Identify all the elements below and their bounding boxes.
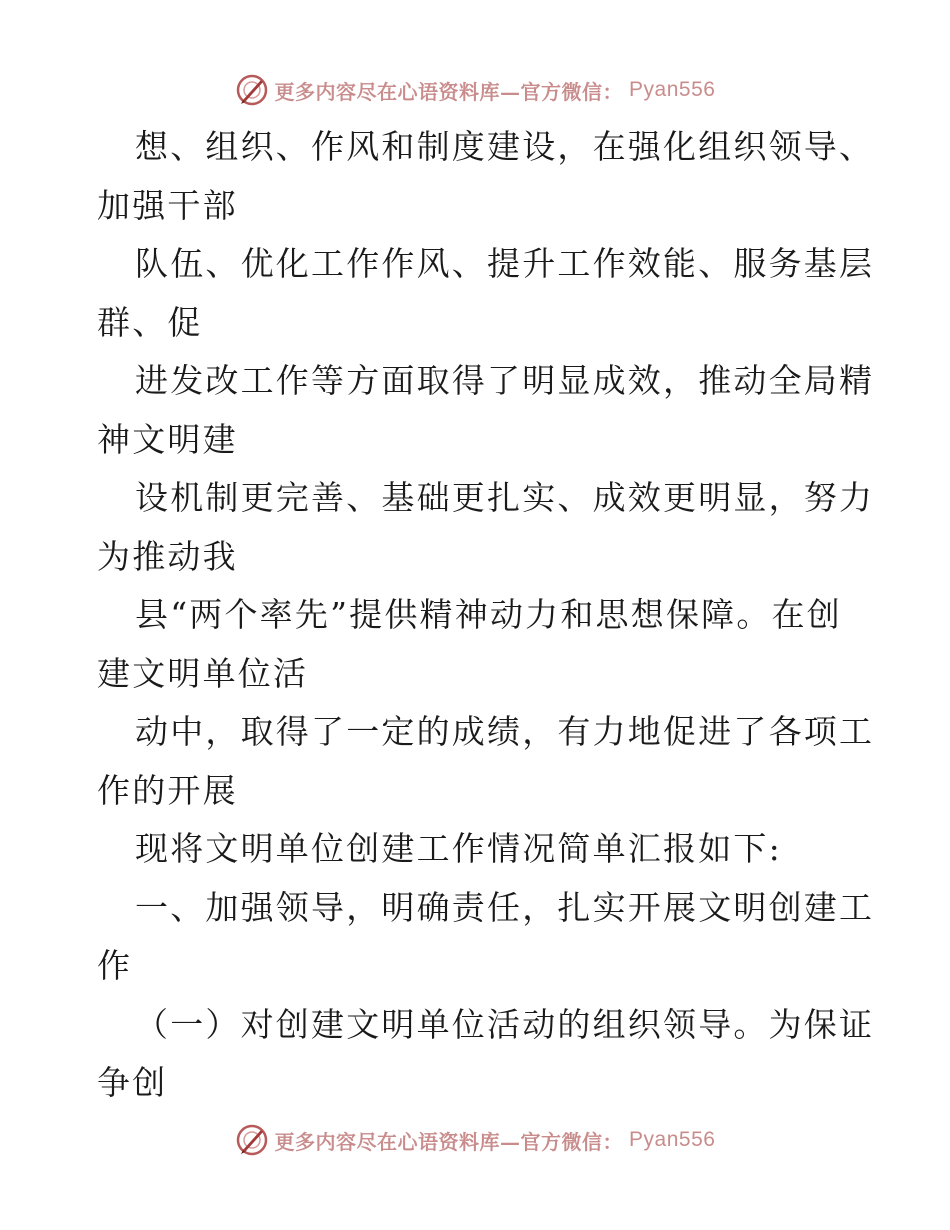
- text-line: 加强干部: [97, 185, 238, 225]
- text-line: 队伍、优化工作作风、提升工作效能、服务基层: [135, 244, 875, 283]
- text-line: 群、促: [97, 302, 203, 342]
- text-line: 建文明单位活: [97, 653, 309, 693]
- footer-watermark: [0, 1120, 950, 1160]
- text-line: 作的开展: [97, 770, 238, 810]
- text-line: （一）对创建文明单位活动的组织领导。为保证: [135, 1004, 875, 1044]
- text-line: 想、组织、作风和制度建设，在强化组织领导、: [135, 127, 875, 166]
- text-line: 动中，取得了一定的成绩，有力地促进了各项工: [135, 712, 875, 751]
- header-watermark: [0, 70, 950, 110]
- text-line: 神文明建: [97, 419, 238, 459]
- text-line: 现将文明单位创建工作情况简单汇报如下:: [135, 829, 782, 868]
- text-line: 一、加强领导，明确责任，扎实开展文明创建工: [135, 887, 875, 927]
- watermark-wechat-id: Pyan556: [629, 1128, 716, 1151]
- watermark-wechat-id: Pyan556: [629, 78, 716, 101]
- pen-logo-icon: [235, 73, 269, 107]
- text-line: 县“两个率先”提供精神动力和思想保障。在创: [135, 595, 842, 634]
- text-line: 作: [97, 946, 133, 985]
- text-line: 进发改工作等方面取得了明显成效，推动全局精: [135, 361, 875, 400]
- watermark-text: 更多内容尽在心语资料库—官方微信：: [274, 1129, 624, 1154]
- text-line: 为推动我: [97, 536, 238, 576]
- pen-logo-icon: [235, 1123, 269, 1157]
- text-line: 设机制更完善、基础更扎实、成效更明显，努力: [135, 478, 875, 517]
- text-line: 争创: [97, 1063, 168, 1102]
- document-body: [97, 118, 875, 1113]
- watermark-text: 更多内容尽在心语资料库—官方微信：: [274, 79, 624, 104]
